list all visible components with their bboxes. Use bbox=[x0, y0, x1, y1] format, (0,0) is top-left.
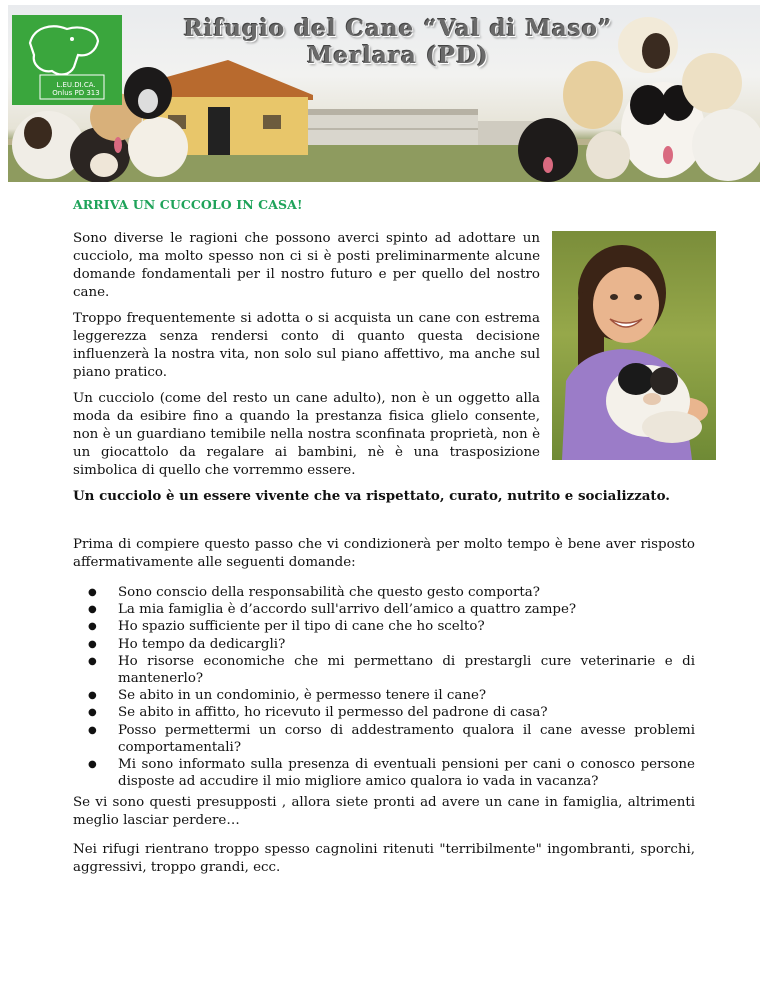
list-item: ● Se abito in un condominio, è permesso tenere il cane? bbox=[88, 688, 487, 704]
bullet-icon: ● bbox=[88, 638, 97, 650]
list-item: ● Posso permettermi un corso di addestramento qualora il cane avesse problemi comportamentali? bbox=[88, 722, 695, 755]
list-item: ● Se abito in affitto, ho ricevuto il permesso del padrone di casa? bbox=[88, 705, 548, 721]
paragraph-intro: Sono diverse le ragioni che possono averci spinto ad adottare un cucciolo, ma molto spesso non ci si è posti preliminarmente alcune domande fondamentali per il nostro futuro e per quello del nostro cane. bbox=[73, 231, 540, 300]
paragraph-not-an-object: Un cucciolo (come del resto un cane adulto), non è un oggetto alla moda da esibire fino a quando la prestanza fisica glielo consente, non è un guardiano temibile nella nostra sconfinata proprietà, non è un giocattolo da regalare ai bambini, nè è una trasposizione simbolica di quello che vorremmo essere. bbox=[73, 391, 540, 478]
bullet-icon: ● bbox=[88, 690, 97, 702]
site-title bbox=[168, 15, 628, 69]
bullet-icon: ● bbox=[88, 621, 97, 633]
list-item: ● Ho spazio sufficiente per il tipo di cane che ho scelto? bbox=[88, 619, 485, 635]
bullet-icon: ● bbox=[88, 724, 97, 736]
questions-intro: Prima di compiere questo passo che vi condizionerà per molto tempo è bene aver risposto affermativamente alle seguenti domande: bbox=[73, 537, 695, 570]
site-title-line1: Rifugio del Cane “Val di Maso” bbox=[183, 15, 613, 42]
logo-subtitle: Onlus PD 313 bbox=[52, 89, 100, 97]
paragraph-conclusion: Se vi sono questi presupposti , allora siete pronti ad avere un cane in famiglia, altrimenti meglio lasciar perdere… bbox=[73, 795, 695, 828]
questions-list bbox=[73, 584, 695, 790]
bullet-icon: ● bbox=[88, 707, 97, 719]
article-heading: ARRIVA UN CUCCOLO IN CASA! bbox=[73, 197, 303, 212]
shelter-building-illustration bbox=[138, 60, 548, 155]
list-item: ● Sono conscio della responsabilità che questo gesto comporta? bbox=[88, 585, 540, 600]
girl-with-puppy-photo bbox=[552, 231, 716, 460]
list-item: ● La mia famiglia è d’accordo sull'arrivo dell’amico a quattro zampe? bbox=[88, 602, 577, 618]
list-item: ● Ho risorse economiche che mi permettano di prestargli cure veterinarie e di mantenerlo? bbox=[88, 653, 695, 687]
leudica-logo bbox=[12, 15, 122, 105]
header-banner bbox=[8, 5, 760, 182]
list-item: ● Mi sono informato sulla presenza di eventuali pensioni per cani o conosco persone disposte ad accudire il mio migliore amico qualora io vada in vacanza? bbox=[88, 757, 695, 790]
paragraph-closing: Nei rifugi rientrano troppo spesso cagnolini ritenuti "terribilmente" ingombranti, sporchi, aggressivi, troppo grandi, ecc. bbox=[73, 842, 695, 875]
list-item: ● Ho tempo da dedicargli? bbox=[88, 636, 286, 652]
bullet-icon: ● bbox=[88, 759, 97, 771]
bullet-icon: ● bbox=[88, 604, 97, 616]
bold-statement: Un cucciolo è un essere vivente che va rispettato, curato, nutrito e socializzato. bbox=[73, 488, 670, 504]
bullet-icon: ● bbox=[88, 655, 97, 667]
bullet-icon: ● bbox=[88, 587, 97, 598]
logo-name: L.EU.DI.CA. bbox=[56, 81, 96, 89]
paragraph-frequency: Troppo frequentemente si adotta o si acquista un cane con estrema leggerezza senza rendersi conto di quanto questa decisione influenzerà la nostra vita, non solo sul piano affettivo, ma anche sul piano pratico. bbox=[73, 311, 540, 380]
site-title-line2: Merlara (PD) bbox=[307, 42, 489, 69]
